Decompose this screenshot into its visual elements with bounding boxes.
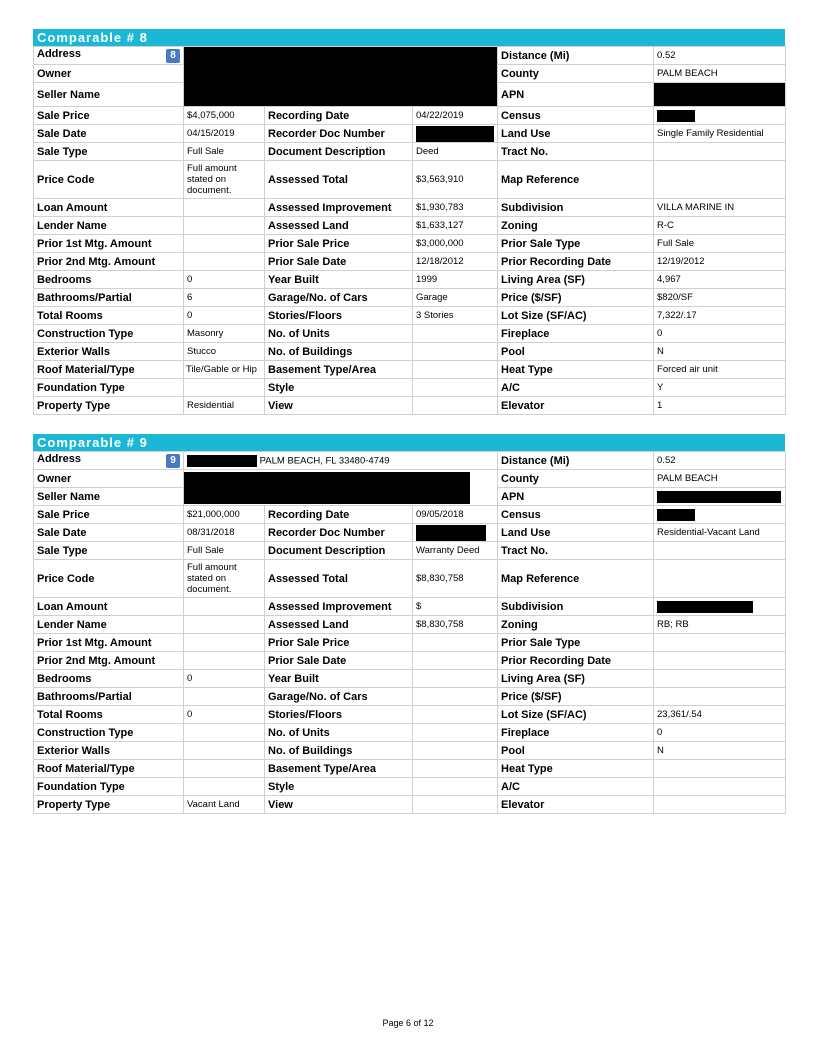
recording-date-value: 09/05/2018 [413,506,498,524]
view-label: View [265,397,413,415]
document-description-label: Document Description [265,143,413,161]
pool-value: N [654,343,786,361]
basement-value [413,760,498,778]
distance-value: 0.52 [654,452,786,470]
property-type-value: Vacant Land [184,796,265,814]
owner-label: Owner [34,470,184,488]
zoning-label: Zoning [498,217,654,235]
assessed-land-value: $8,830,758 [413,616,498,634]
zoning-value: R-C [654,217,786,235]
roof-material-value: Tile/Gable or Hip [184,361,265,379]
assessed-land-label: Assessed Land [265,217,413,235]
prior-1st-mtg-label: Prior 1st Mtg. Amount [34,235,184,253]
redacted-census [657,110,695,122]
bedrooms-label: Bedrooms [34,670,184,688]
sale-date-label: Sale Date [34,524,184,542]
map-reference-value [654,161,786,199]
land-use-value: Single Family Residential [654,125,786,143]
loan-amount-value [184,598,265,616]
no-units-value [413,724,498,742]
view-value [413,397,498,415]
comparable-header: Comparable # 9 [33,434,785,451]
page-number: Page 6 of 12 [382,1018,434,1028]
tract-no-value [654,542,786,560]
fireplace-value: 0 [654,325,786,343]
prior-sale-type-label: Prior Sale Type [498,634,654,652]
seller-name-label: Seller Name [34,488,184,506]
elevator-value: 1 [654,397,786,415]
prior-sale-date-value [413,652,498,670]
redacted-apn [654,83,786,107]
roof-material-label: Roof Material/Type [34,760,184,778]
prior-sale-price-value: $3,000,000 [413,235,498,253]
ac-label: A/C [498,379,654,397]
view-label: View [265,796,413,814]
basement-label: Basement Type/Area [265,760,413,778]
price-code-value: Full amount stated on document. [184,161,265,199]
lender-name-label: Lender Name [34,217,184,235]
assessed-land-value: $1,633,127 [413,217,498,235]
sale-price-label: Sale Price [34,107,184,125]
price-sf-label: Price ($/SF) [498,289,654,307]
prior-recording-date-label: Prior Recording Date [498,253,654,271]
redacted-apn [657,491,781,503]
style-value [413,778,498,796]
address-label: Address [37,48,82,60]
prior-sale-type-label: Prior Sale Type [498,235,654,253]
prior-sale-price-label: Prior Sale Price [265,634,413,652]
year-built-label: Year Built [265,670,413,688]
view-value [413,796,498,814]
roof-material-label: Roof Material/Type [34,361,184,379]
redacted-doc-number [416,525,486,541]
prior-recording-date-value: 12/19/2012 [654,253,786,271]
style-label: Style [265,778,413,796]
prior-sale-type-value: Full Sale [654,235,786,253]
fireplace-label: Fireplace [498,325,654,343]
exterior-walls-value: Stucco [184,343,265,361]
comparable-table [33,46,786,415]
lot-size-value: 23,361/.54 [654,706,786,724]
recorder-doc-number-label: Recorder Doc Number [265,125,413,143]
pool-value: N [654,742,786,760]
no-buildings-value [413,343,498,361]
bedrooms-label: Bedrooms [34,271,184,289]
prior-sale-price-value [413,634,498,652]
apn-label: APN [498,488,654,506]
prior-recording-date-value [654,652,786,670]
garage-value [413,688,498,706]
year-built-label: Year Built [265,271,413,289]
fireplace-value: 0 [654,724,786,742]
land-use-value: Residential-Vacant Land [654,524,786,542]
price-code-label: Price Code [34,560,184,598]
assessed-improvement-value: $1,930,783 [413,199,498,217]
heat-type-value [654,760,786,778]
basement-label: Basement Type/Area [265,361,413,379]
map-pin-icon[interactable]: 9 [166,454,180,468]
no-buildings-label: No. of Buildings [265,343,413,361]
prior-2nd-mtg-value [184,253,265,271]
living-area-value [654,670,786,688]
prior-sale-price-label: Prior Sale Price [265,235,413,253]
tract-no-value [654,143,786,161]
sale-price-value: $21,000,000 [184,506,265,524]
assessed-total-value: $8,830,758 [413,560,498,598]
comparable-header: Comparable # 8 [33,29,785,46]
recording-date-value: 04/22/2019 [413,107,498,125]
sale-price-value: $4,075,000 [184,107,265,125]
address-value: PALM BEACH, FL 33480-4749 [259,455,390,467]
assessed-improvement-value: $ [413,598,498,616]
lot-size-label: Lot Size (SF/AC) [498,307,654,325]
distance-label: Distance (Mi) [498,452,654,470]
prior-sale-date-label: Prior Sale Date [265,652,413,670]
bathrooms-label: Bathrooms/Partial [34,688,184,706]
property-type-label: Property Type [34,796,184,814]
construction-type-label: Construction Type [34,724,184,742]
prior-1st-mtg-label: Prior 1st Mtg. Amount [34,634,184,652]
exterior-walls-label: Exterior Walls [34,742,184,760]
prior-sale-type-value [654,634,786,652]
foundation-type-value [184,379,265,397]
sale-type-label: Sale Type [34,542,184,560]
lender-name-label: Lender Name [34,616,184,634]
loan-amount-label: Loan Amount [34,598,184,616]
map-pin-icon[interactable]: 8 [166,49,180,63]
subdivision-label: Subdivision [498,199,654,217]
total-rooms-value: 0 [184,706,265,724]
tract-no-label: Tract No. [498,143,654,161]
bedrooms-value: 0 [184,271,265,289]
construction-type-label: Construction Type [34,325,184,343]
subdivision-label: Subdivision [498,598,654,616]
redacted-block [184,472,470,504]
sale-date-value: 04/15/2019 [184,125,265,143]
ac-value [654,778,786,796]
address-label: Address [37,453,82,465]
foundation-type-value [184,778,265,796]
living-area-label: Living Area (SF) [498,271,654,289]
prior-sale-date-label: Prior Sale Date [265,253,413,271]
stories-value [413,706,498,724]
garage-value: Garage [413,289,498,307]
bathrooms-value: 6 [184,289,265,307]
land-use-label: Land Use [498,125,654,143]
pool-label: Pool [498,343,654,361]
subdivision-value: VILLA MARINE IN [654,199,786,217]
sale-type-value: Full Sale [184,542,265,560]
exterior-walls-label: Exterior Walls [34,343,184,361]
assessed-improvement-label: Assessed Improvement [265,199,413,217]
style-value [413,379,498,397]
census-label: Census [498,506,654,524]
prior-1st-mtg-value [184,634,265,652]
property-type-label: Property Type [34,397,184,415]
sale-type-value: Full Sale [184,143,265,161]
foundation-type-label: Foundation Type [34,379,184,397]
stories-label: Stories/Floors [265,307,413,325]
county-label: County [498,470,654,488]
heat-type-label: Heat Type [498,760,654,778]
recorder-doc-number-label: Recorder Doc Number [265,524,413,542]
tract-no-label: Tract No. [498,542,654,560]
style-label: Style [265,379,413,397]
zoning-value: RB; RB [654,616,786,634]
total-rooms-label: Total Rooms [34,307,184,325]
comparable-8 [33,29,785,415]
heat-type-value: Forced air unit [654,361,786,379]
bathrooms-label: Bathrooms/Partial [34,289,184,307]
exterior-walls-value [184,742,265,760]
redacted-census [657,509,695,521]
no-buildings-value [413,742,498,760]
bedrooms-value: 0 [184,670,265,688]
loan-amount-label: Loan Amount [34,199,184,217]
assessed-total-label: Assessed Total [265,161,413,199]
living-area-value: 4,967 [654,271,786,289]
pool-label: Pool [498,742,654,760]
price-code-value: Full amount stated on document. [184,560,265,598]
no-units-value [413,325,498,343]
heat-type-label: Heat Type [498,361,654,379]
lot-size-label: Lot Size (SF/AC) [498,706,654,724]
prior-2nd-mtg-label: Prior 2nd Mtg. Amount [34,253,184,271]
stories-value: 3 Stories [413,307,498,325]
prior-2nd-mtg-value [184,652,265,670]
document-description-value: Warranty Deed [413,542,498,560]
garage-label: Garage/No. of Cars [265,688,413,706]
prior-sale-date-value: 12/18/2012 [413,253,498,271]
zoning-label: Zoning [498,616,654,634]
no-units-label: No. of Units [265,325,413,343]
map-reference-value [654,560,786,598]
sale-type-label: Sale Type [34,143,184,161]
price-sf-value [654,688,786,706]
total-rooms-label: Total Rooms [34,706,184,724]
map-reference-label: Map Reference [498,560,654,598]
price-sf-label: Price ($/SF) [498,688,654,706]
comparable-9 [33,434,785,814]
recording-date-label: Recording Date [265,107,413,125]
loan-amount-value [184,199,265,217]
census-label: Census [498,107,654,125]
assessed-improvement-label: Assessed Improvement [265,598,413,616]
bathrooms-value [184,688,265,706]
comparable-table [33,451,786,814]
construction-type-value [184,724,265,742]
lender-name-value [184,217,265,235]
county-value: PALM BEACH [654,470,786,488]
land-use-label: Land Use [498,524,654,542]
stories-label: Stories/Floors [265,706,413,724]
document-description-value: Deed [413,143,498,161]
county-label: County [498,65,654,83]
distance-value: 0.52 [654,47,786,65]
assessed-total-value: $3,563,910 [413,161,498,199]
prior-1st-mtg-value [184,235,265,253]
recording-date-label: Recording Date [265,506,413,524]
ac-value: Y [654,379,786,397]
assessed-total-label: Assessed Total [265,560,413,598]
ac-label: A/C [498,778,654,796]
basement-value [413,361,498,379]
sale-price-label: Sale Price [34,506,184,524]
year-built-value [413,670,498,688]
elevator-value [654,796,786,814]
no-buildings-label: No. of Buildings [265,742,413,760]
garage-label: Garage/No. of Cars [265,289,413,307]
prior-recording-date-label: Prior Recording Date [498,652,654,670]
sale-date-label: Sale Date [34,125,184,143]
fireplace-label: Fireplace [498,724,654,742]
foundation-type-label: Foundation Type [34,778,184,796]
redacted-doc-number [416,126,494,142]
sale-date-value: 08/31/2018 [184,524,265,542]
living-area-label: Living Area (SF) [498,670,654,688]
county-value: PALM BEACH [654,65,786,83]
owner-label: Owner [34,65,184,83]
distance-label: Distance (Mi) [498,47,654,65]
redacted-block [184,47,498,107]
document-description-label: Document Description [265,542,413,560]
lot-size-value: 7,322/.17 [654,307,786,325]
assessed-land-label: Assessed Land [265,616,413,634]
elevator-label: Elevator [498,796,654,814]
price-code-label: Price Code [34,161,184,199]
year-built-value: 1999 [413,271,498,289]
price-sf-value: $820/SF [654,289,786,307]
prior-2nd-mtg-label: Prior 2nd Mtg. Amount [34,652,184,670]
elevator-label: Elevator [498,397,654,415]
redacted-subdivision [657,601,753,613]
construction-type-value: Masonry [184,325,265,343]
roof-material-value [184,760,265,778]
property-type-value: Residential [184,397,265,415]
seller-name-label: Seller Name [34,83,184,107]
apn-label: APN [498,83,654,107]
lender-name-value [184,616,265,634]
redacted-street [187,455,257,467]
no-units-label: No. of Units [265,724,413,742]
total-rooms-value: 0 [184,307,265,325]
map-reference-label: Map Reference [498,161,654,199]
